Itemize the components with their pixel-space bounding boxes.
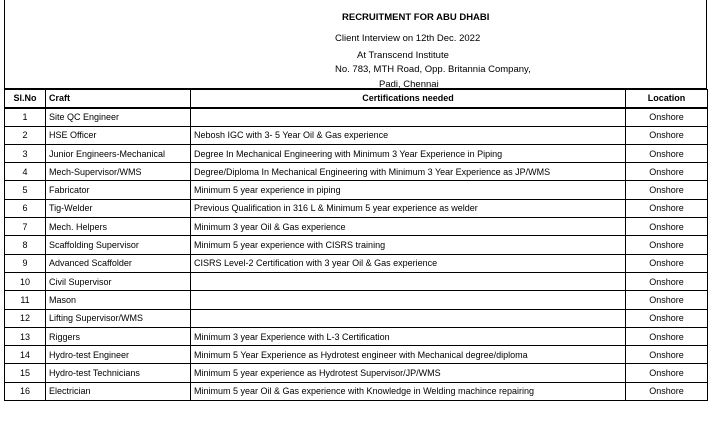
cell-craft: Hydro-test Technicians	[46, 364, 191, 382]
table-row	[5, 236, 708, 254]
cell-location: Onshore	[626, 291, 708, 309]
cell-location: Onshore	[626, 254, 708, 272]
cell-location: Onshore	[626, 327, 708, 345]
cell-slno: 8	[5, 236, 46, 254]
cell-slno: 5	[5, 181, 46, 199]
cell-craft: Lifting Supervisor/WMS	[46, 309, 191, 327]
column-header-craft: Craft	[46, 90, 191, 108]
cell-certifications	[191, 309, 626, 327]
cell-certifications	[191, 291, 626, 309]
cell-location: Onshore	[626, 218, 708, 236]
table-header-row	[5, 90, 708, 108]
cell-location: Onshore	[626, 309, 708, 327]
cell-slno: 9	[5, 254, 46, 272]
column-header-location: Location	[626, 90, 708, 108]
cell-location: Onshore	[626, 108, 708, 126]
recruitment-sheet	[4, 0, 707, 401]
cell-location: Onshore	[626, 346, 708, 364]
table-row	[5, 254, 708, 272]
cell-certifications: Minimum 5 year experience in piping	[191, 181, 626, 199]
cell-craft: Scaffolding Supervisor	[46, 236, 191, 254]
cell-slno: 14	[5, 346, 46, 364]
cell-certifications: Minimum 5 year experience with CISRS training	[191, 236, 626, 254]
cell-location: Onshore	[626, 144, 708, 162]
cell-craft: HSE Officer	[46, 126, 191, 144]
cell-slno: 13	[5, 327, 46, 345]
interview-date: Client Interview on 12th Dec. 2022	[335, 33, 481, 44]
table-row	[5, 218, 708, 236]
cell-slno: 16	[5, 382, 46, 400]
cell-certifications	[191, 272, 626, 290]
cell-location: Onshore	[626, 199, 708, 217]
cell-certifications: Degree/Diploma In Mechanical Engineering with Minimum 3 Year Experience as JP/WMS	[191, 163, 626, 181]
column-header-certifications: Certifications needed	[191, 90, 626, 108]
cell-craft: Hydro-test Engineer	[46, 346, 191, 364]
table-row	[5, 364, 708, 382]
table-body	[5, 108, 708, 401]
cell-certifications: Nebosh IGC with 3- 5 Year Oil & Gas experience	[191, 126, 626, 144]
cell-craft: Riggers	[46, 327, 191, 345]
table-row	[5, 382, 708, 400]
cell-craft: Mech-Supervisor/WMS	[46, 163, 191, 181]
table-row	[5, 163, 708, 181]
cell-certifications: Minimum 5 year Oil & Gas experience with Knowledge in Welding machince repairing	[191, 382, 626, 400]
cell-certifications: Degree In Mechanical Engineering with Minimum 3 Year Experience in Piping	[191, 144, 626, 162]
cell-location: Onshore	[626, 272, 708, 290]
table-row	[5, 144, 708, 162]
cell-location: Onshore	[626, 181, 708, 199]
sheet-title: RECRUITMENT FOR ABU DHABI	[342, 12, 490, 23]
table-row	[5, 199, 708, 217]
cell-certifications	[191, 108, 626, 126]
cell-slno: 3	[5, 144, 46, 162]
cell-certifications: CISRS Level-2 Certification with 3 year Oil & Gas experience	[191, 254, 626, 272]
cell-craft: Tig-Welder	[46, 199, 191, 217]
cell-slno: 11	[5, 291, 46, 309]
cell-craft: Junior Engineers-Mechanical	[46, 144, 191, 162]
table-row	[5, 309, 708, 327]
cell-slno: 12	[5, 309, 46, 327]
positions-table	[4, 89, 708, 401]
table-row	[5, 181, 708, 199]
cell-craft: Advanced Scaffolder	[46, 254, 191, 272]
cell-slno: 15	[5, 364, 46, 382]
venue-city: Padi, Chennai	[379, 79, 439, 90]
cell-craft: Fabricator	[46, 181, 191, 199]
venue-address: No. 783, MTH Road, Opp. Britannia Company,	[335, 64, 531, 75]
cell-craft: Civil Supervisor	[46, 272, 191, 290]
cell-location: Onshore	[626, 364, 708, 382]
cell-slno: 1	[5, 108, 46, 126]
venue-name: At Transcend Institute	[357, 50, 449, 61]
cell-slno: 6	[5, 199, 46, 217]
cell-location: Onshore	[626, 382, 708, 400]
cell-location: Onshore	[626, 126, 708, 144]
cell-slno: 7	[5, 218, 46, 236]
cell-craft: Mech. Helpers	[46, 218, 191, 236]
cell-certifications: Minimum 3 year Experience with L-3 Certification	[191, 327, 626, 345]
table-row	[5, 272, 708, 290]
cell-location: Onshore	[626, 163, 708, 181]
cell-certifications: Minimum 3 year Oil & Gas experience	[191, 218, 626, 236]
cell-certifications: Minimum 5 Year Experience as Hydrotest engineer with Mechanical degree/diploma	[191, 346, 626, 364]
cell-craft: Site QC Engineer	[46, 108, 191, 126]
table-row	[5, 108, 708, 126]
cell-slno: 2	[5, 126, 46, 144]
cell-slno: 10	[5, 272, 46, 290]
table-row	[5, 327, 708, 345]
cell-craft: Mason	[46, 291, 191, 309]
table-row	[5, 291, 708, 309]
cell-certifications: Previous Qualification in 316 L & Minimum 5 year experience as welder	[191, 199, 626, 217]
table-row	[5, 126, 708, 144]
cell-certifications: Minimum 5 year experience as Hydrotest Supervisor/JP/WMS	[191, 364, 626, 382]
cell-slno: 4	[5, 163, 46, 181]
column-header-slno: Sl.No	[5, 90, 46, 108]
sheet-header	[4, 0, 707, 89]
cell-location: Onshore	[626, 236, 708, 254]
cell-craft: Electrician	[46, 382, 191, 400]
table-row	[5, 346, 708, 364]
